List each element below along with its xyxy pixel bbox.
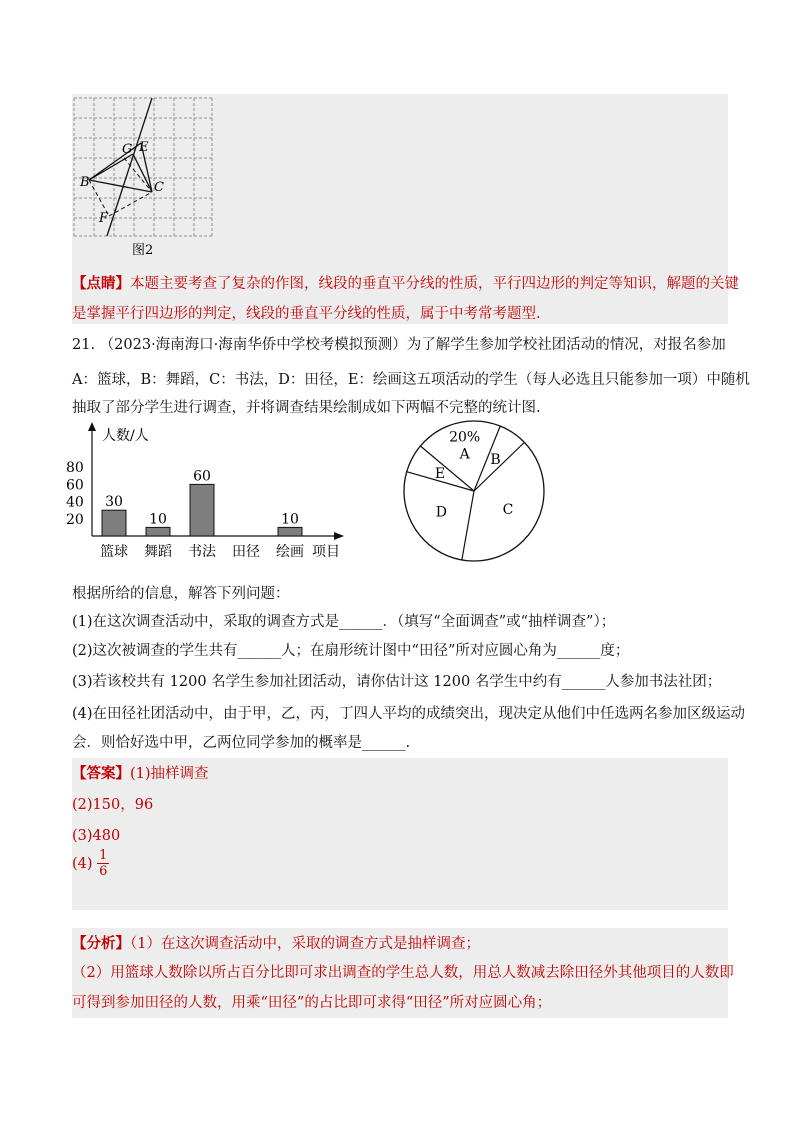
- fraction-denominator: 6: [99, 864, 108, 879]
- bar-2: [190, 484, 214, 536]
- label-B: B: [80, 175, 90, 190]
- pie-label-E: E: [434, 465, 446, 482]
- comment-line-1: [72, 274, 739, 294]
- bar-value-label-2: 60: [193, 468, 211, 485]
- bar-chart: [62, 420, 362, 562]
- bar-1: [146, 527, 170, 536]
- pie-label-C: C: [502, 502, 514, 519]
- bar-4: [278, 527, 302, 536]
- bar-value-label-1: 10: [149, 511, 167, 528]
- bar-value-label-4: 10: [281, 511, 299, 528]
- answer-tag: 【答案】: [72, 765, 130, 782]
- answer-3: (3)480: [72, 828, 121, 844]
- question-4-line-1: (4)在田径社团活动中，由于甲，乙，丙，丁四人平均的成绩突出，现决定从他们中任选两名参加区级运动: [72, 706, 746, 722]
- problem-source: （2023·海南海口·海南华侨中学校考模拟预测）: [99, 337, 407, 353]
- question-3: (3)若该校共有 1200 名学生参加社团活动，请你估计这 1200 名学生中约有______人参加书法社团；: [72, 674, 722, 690]
- problem-line-3: 抽取了部分学生进行调查，并将调查结果绘制成如下两幅不完整的统计图.: [72, 400, 541, 416]
- geometry-dashed: [89, 158, 152, 216]
- pie-chart: [398, 418, 558, 568]
- comment-line-2: 是掌握平行四边形的判定，线段的垂直平分线的性质，属于中考常考题型.: [72, 306, 541, 322]
- bar-value-label-0: 30: [105, 494, 123, 511]
- x-tick-label-0: 篮球: [100, 544, 128, 560]
- grid: [74, 98, 214, 236]
- problem-text-1: 为了解学生参加学校社团活动的情况，对报名参加: [406, 337, 726, 353]
- answer-2: (2)150，96: [72, 797, 154, 813]
- fraction-numerator: 1: [99, 848, 108, 863]
- pie-label-D: D: [435, 504, 447, 521]
- question-2: (2)这次被调查的学生共有______人；在扇形统计图中“田径”所对应圆心角为______度；: [72, 643, 630, 659]
- x-axis-arrow: [334, 532, 344, 540]
- answer-4-fraction: [97, 848, 109, 879]
- answer-4-prefix: (4): [72, 855, 93, 872]
- x-tick-label-3: 田径: [232, 544, 260, 560]
- pie-label-A: A: [459, 446, 470, 463]
- y-tick-label-80: 80: [66, 460, 84, 477]
- question-4-line-2: 会．则恰好选中甲，乙两位同学参加的概率是______.: [72, 735, 411, 751]
- questions-intro: 根据所给的信息，解答下列问题：: [72, 586, 290, 602]
- x-tick-label-1: 舞蹈: [144, 544, 172, 560]
- bar-0: [102, 510, 126, 536]
- y-tick-label-20: 20: [66, 511, 84, 528]
- x-tick-label-2: 书法: [188, 544, 216, 560]
- problem-number: 21.: [72, 337, 96, 353]
- y-axis-label: 人数/人: [102, 428, 149, 444]
- analysis-line-2: （2）用篮球人数除以所占百分比即可求出调查的学生总人数，用总人数减去除田径外其他项目的人数即: [72, 965, 734, 981]
- question-1: (1)在这次调查活动中，采取的调查方式是______．（填写“全面调查”或“抽样调查”）；: [72, 614, 616, 630]
- label-E: E: [139, 140, 149, 155]
- label-F: F: [99, 211, 109, 226]
- y-axis-arrow: [88, 422, 96, 431]
- analysis-line-3: 可得到参加田径的人数，用乘“田径”的占比即可求得“田径”所对应圆心角；: [72, 995, 552, 1011]
- answer-1: (1)抽样调查: [130, 766, 209, 782]
- x-tick-label-4: 绘画: [276, 544, 304, 560]
- answer-line-1: [72, 764, 209, 784]
- analysis-text-1: （1）在这次调查活动中，采取的调查方式是抽样调查；: [130, 936, 480, 952]
- analysis-tag: 【分析】: [72, 935, 130, 952]
- analysis-line-1: [72, 934, 480, 954]
- label-G: G: [122, 142, 133, 157]
- x-axis-label: 项目: [312, 544, 340, 560]
- problem-line-1: [72, 335, 726, 355]
- y-tick-label-40: 40: [66, 494, 84, 511]
- geometry-figure: [72, 96, 214, 260]
- problem-line-2: A：篮球，B：舞蹈，C：书法，D：田径，E：绘画这五项活动的学生（每人必选且只能参加一项）中随机: [72, 372, 750, 388]
- comment-text-1: 本题主要考查了复杂的作图，线段的垂直平分线的性质，平行四边形的判定等知识，解题的关键: [130, 276, 739, 292]
- pie-annotation-A: 20%: [449, 429, 481, 446]
- pie-label-B: B: [490, 452, 501, 469]
- y-tick-label-60: 60: [66, 477, 84, 494]
- comment-tag: 【点睛】: [72, 275, 130, 292]
- figure-caption: 图2: [132, 243, 154, 258]
- answer-4: [72, 848, 109, 879]
- label-C: C: [154, 180, 164, 195]
